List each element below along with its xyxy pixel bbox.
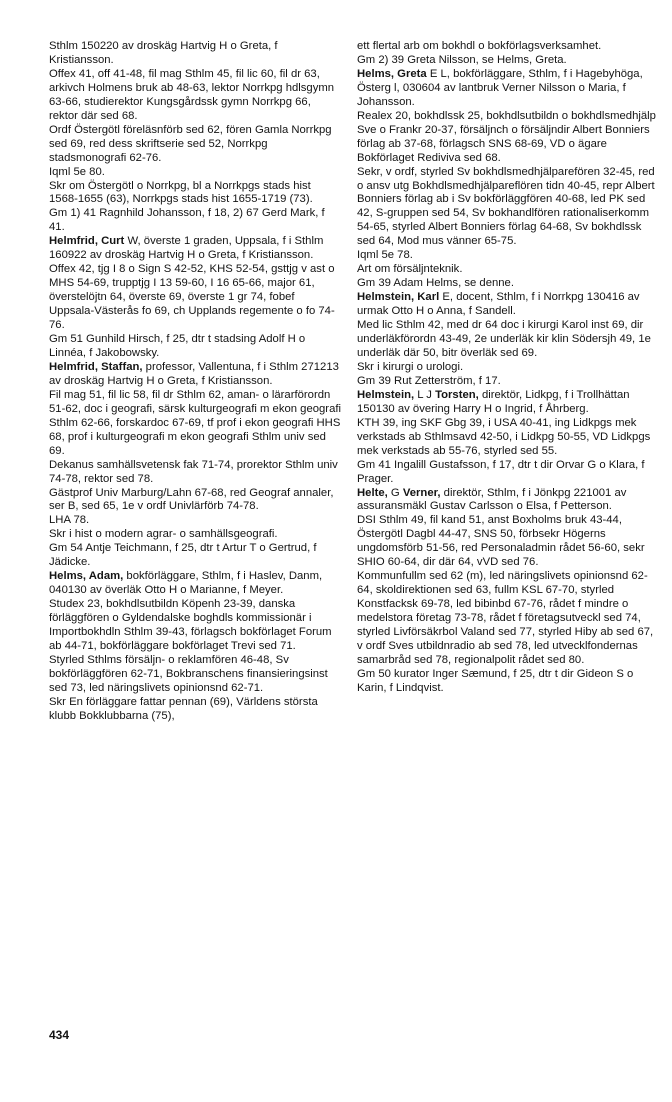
entry-text: Studex 23, bokhdlsutbildn Köpenh 23-39, danska förläggfören o Gyldendalske boghdls kommissionär i Importbokhdln Sthlm 39-43, förlagsch bokförlaget Forum ab 44-71, bokförläggare bokförlaget Trevi sed 71.	[49, 598, 332, 652]
entry-paragraph	[357, 249, 657, 263]
entry-paragraph	[49, 263, 341, 333]
entry-text: DSI Sthlm 49, fil kand 51, anst Boxholms bruk 43-44, Östergötl Dagbl 44-47, SNS 50, förbsekr Högerns ungdomsförb 51-56, red Personaladmin rådet 56-60, sekr SHIO 60-64, dir där 64, vVD sed 76.	[357, 514, 645, 569]
left-column	[49, 40, 341, 724]
entry-name: Helte,	[357, 486, 388, 499]
entry-name: Torsten,	[435, 388, 479, 401]
entry-paragraph	[357, 361, 657, 375]
entry-name: Helmfrid, Staffan,	[49, 360, 143, 373]
entry-name: Helmfrid, Curt	[49, 235, 125, 248]
entry-text: Gm 39 Adam Helms, se denne.	[357, 277, 514, 290]
page-number: 434	[49, 1028, 70, 1042]
entry-text: E L, bokförläggare, Sthlm, f i Hagebyhöga, Österg l, 030604 av lantbruk Verner Nilsson o Maria, f Johansson.	[357, 67, 643, 108]
entry-paragraph	[357, 110, 657, 166]
entry-paragraph	[357, 263, 657, 277]
entry-text: professor, Vallentuna, f i Sthlm 271213 av droskäg Hartvig H o Greta, f Kristiansson.	[49, 360, 339, 387]
entry-name: Helms, Adam,	[49, 570, 124, 583]
entry-paragraph	[357, 40, 657, 54]
entry-text: Art om försäljnteknik.	[357, 263, 463, 276]
entry-name: Verner,	[402, 486, 441, 499]
entry-paragraph	[49, 166, 341, 180]
entry-text: Dekanus samhällsvetensk fak 71-74, prorektor Sthlm univ 74-78, rektor sed 78.	[49, 458, 338, 485]
entry-heading-paragraph	[357, 291, 657, 319]
entry-text: W, överste 1 graden, Uppsala, f i Sthlm 160922 av droskäg Hartvig H o Greta, f Kristiansson.	[49, 235, 324, 262]
entry-text: LHA 78.	[49, 514, 90, 527]
entry-text: Iqml 5e 78.	[357, 249, 413, 262]
entry-text: Sthlm 150220 av droskäg Hartvig H o Greta, f Kristiansson.	[49, 40, 278, 66]
entry-paragraph	[357, 417, 657, 459]
entry-heading-paragraph	[49, 361, 341, 389]
entry-text: Skr i kirurgi o urologi.	[357, 360, 464, 373]
entry-text: Kommunfullm sed 62 (m), led näringslivets opinionsnd 62-64, skoldirektionen sed 63, fullm KSL 67-70, styrled Konstfacksk 69-78, led bibinbd 67-76, rådet f mindre o medelstora företag 73-78, rådet f företagsutveckl sed 74, styrled Livförsäkrbol Valand sed 77, styrled Hiby ab sed 67, v ordf Sves utbildnradio ab sed 78, led utvecklfondernas samarbråd sed 78, regionalpolit rådet sed 80.	[357, 570, 654, 666]
entry-text: Offex 42, tjg I 8 o Sign S 42-52, KHS 52-54, gsttjg v ast o MHS 54-69, trupptjg I 13 59-60, I 16 65-66, major 61, överstelöjtn 64, överste 69, överste 1 gr 74, fobef Uppsala-Västerås fo 69, ch Upplands regemente o fo 74-76.	[49, 263, 335, 332]
entry-paragraph	[357, 277, 657, 291]
entry-paragraph	[49, 528, 341, 542]
entry-paragraph	[49, 487, 341, 515]
entry-paragraph	[49, 598, 341, 654]
entry-text: Gästprof Univ Marburg/Lahn 67-68, red Geograf annaler, ser B, sed 65, 1e v ordf Univlärförb 74-78.	[49, 486, 334, 513]
entry-paragraph	[49, 696, 341, 724]
entry-text: Sekr, v ordf, styrled Sv bokhdlsmedhjälparefören 32-45, red o ansv utg Bokhdlsmedhjälpareflören tidn 40-45, repr Albert Bonniers förlag ab i Sv bokförläggfören 40-68, led PK sed 42, S-gruppen sed 54, Sv bokhandlfören rationaliserkomm 54-65, styrled Albert Bonniers förlag 64-68, Sv bokhdlssk sed 64, Mod mus vänner 65-75.	[357, 165, 655, 248]
entry-text: Gm 54 Antje Teichmann, f 25, dtr t Artur T o Gertrud, f Jädicke.	[49, 542, 317, 569]
entry-paragraph	[49, 40, 341, 68]
entry-text: Gm 1) 41 Ragnhild Johansson, f 18, 2) 67 Gerd Mark, f 41.	[49, 207, 325, 234]
entry-heading-paragraph	[49, 235, 341, 263]
entry-paragraph	[357, 668, 657, 696]
entry-text: Realex 20, bokhdlssk 25, bokhdlsutbildn o bokhdlsmedhjälp Sve o Frankr 20-37, försäljnch o försäljndir Albert Bonniers förlag ab 37-68, förlagsch SNS 68-69, VD o ägare Bokförlaget Rediviva sed 68.	[357, 109, 656, 164]
entry-text: Skr i hist o modern agrar- o samhällsgeografi.	[49, 528, 278, 541]
entry-name: Helms, Greta	[357, 67, 427, 80]
entry-paragraph	[49, 333, 341, 361]
entry-heading-paragraph	[357, 68, 657, 110]
entry-text: KTH 39, ing SKF Gbg 39, i USA 40-41, ing Lidkpgs mek verkstads ab Sthlmsavd 42-50, i Lidkpg 50-55, VD Lidkpgs mek verkstads ab 55-76, styrled sed 55.	[357, 416, 651, 457]
entry-paragraph	[49, 207, 341, 235]
entry-paragraph	[357, 459, 657, 487]
entry-heading-paragraph	[357, 389, 657, 417]
entry-text: direktör, Sthlm, f i Jönkpg 221001 av assuransmäkl Gustav Carlsson o Elsa, f Petterson.	[357, 486, 627, 513]
entry-text: Gm 51 Gunhild Hirsch, f 25, dtr t stadsing Adolf H o Linnéa, f Jakobowsky.	[49, 333, 306, 359]
entry-paragraph	[357, 514, 657, 570]
entry-text: Gm 39 Rut Zetterström, f 17.	[357, 374, 501, 387]
entry-paragraph	[49, 68, 341, 124]
entry-text: Styrled Sthlms försäljn- o reklamfören 46-48, Sv bokförläggfören 62-71, Bokbranschens finansieringsinst sed 73, led näringslivets opinionsnd 62-71.	[49, 653, 328, 694]
entry-paragraph	[357, 375, 657, 389]
entry-heading-paragraph	[49, 570, 341, 598]
entry-name: Helmstein, Karl	[357, 291, 440, 304]
entry-paragraph	[49, 542, 341, 570]
entry-text: G	[387, 486, 403, 499]
entry-paragraph	[357, 166, 657, 250]
entry-text: Med lic Sthlm 42, med dr 64 doc i kirurgi Karol inst 69, dir underläkförordn 43-49, 2e underläk kir klin Södersjh 49, 1e underläk där 50, bitr överläk sed 69.	[357, 319, 651, 359]
entry-text: Skr om Östergötl o Norrkpg, bl a Norrkpgs stads hist 1568-1655 (63), Norrkpgs stads hist 1655-1719 (73).	[49, 179, 313, 206]
entry-paragraph	[357, 319, 657, 361]
entry-text: Ordf Östergötl föreläsnförb sed 62, fören Gamla Norrkpg sed 69, red dess skriftserie sed 52, Norrkpg stadsmonografi 62-76.	[49, 123, 332, 164]
entry-paragraph	[357, 570, 657, 668]
entry-heading-paragraph	[357, 487, 657, 515]
entry-text: bokförläggare, Sthlm, f i Haslev, Danm, 040130 av överläk Otto H o Marianne, f Meyer.	[49, 570, 323, 597]
entry-name: Helmstein,	[357, 388, 415, 401]
entry-paragraph	[49, 654, 341, 696]
entry-text: Gm 2) 39 Greta Nilsson, se Helms, Greta.	[357, 53, 567, 66]
entry-text: Iqml 5e 80.	[49, 165, 105, 178]
entry-text: E, docent, Sthlm, f i Norrkpg 130416 av urmak Otto H o Anna, f Sandell.	[357, 291, 640, 318]
entry-paragraph	[49, 514, 341, 528]
entry-paragraph	[49, 459, 341, 487]
entry-text: direktör, Lidkpg, f i Trollhättan 150130 av övering Harry H o Ingrid, f Åhrberg.	[357, 388, 630, 415]
entry-paragraph	[49, 124, 341, 166]
entry-paragraph	[49, 389, 341, 459]
entry-text: Skr En förläggare fattar pennan (69), Världens största klubb Bokklubbarna (75),	[49, 695, 318, 722]
entry-text: L J	[414, 388, 436, 401]
entry-text: ett flertal arb om bokhdl o bokförlagsverksamhet.	[357, 40, 602, 52]
entry-text: Gm 50 kurator Inger Sæmund, f 25, dtr t dir Gideon S o Karin, f Lindqvist.	[357, 667, 634, 694]
right-column	[357, 40, 657, 696]
entry-text: Gm 41 Ingalill Gustafsson, f 17, dtr t dir Orvar G o Klara, f Prager.	[357, 458, 645, 485]
entry-paragraph	[49, 180, 341, 208]
entry-text: Fil mag 51, fil lic 58, fil dr Sthlm 62, aman- o lärarförordn 51-62, doc i geografi, särsk kulturgeografi m ekon geografi Sthlm 62-66, forskardoc 67-69, tf prof i ekon geografi HHS 68, prof i kulturgeografi m ekon geografi Sthlm univ sed 69.	[49, 388, 341, 457]
entry-text: Offex 41, off 41-48, fil mag Sthlm 45, fil lic 60, fil dr 63, arkivch Holmens bruk ab 48-63, lektor Norrkpg hdlsgymn 63-66, studierektor Kungsgårdssk gymn Norrkpg 66, rektor där sed 68.	[49, 67, 335, 122]
entry-paragraph	[357, 54, 657, 68]
